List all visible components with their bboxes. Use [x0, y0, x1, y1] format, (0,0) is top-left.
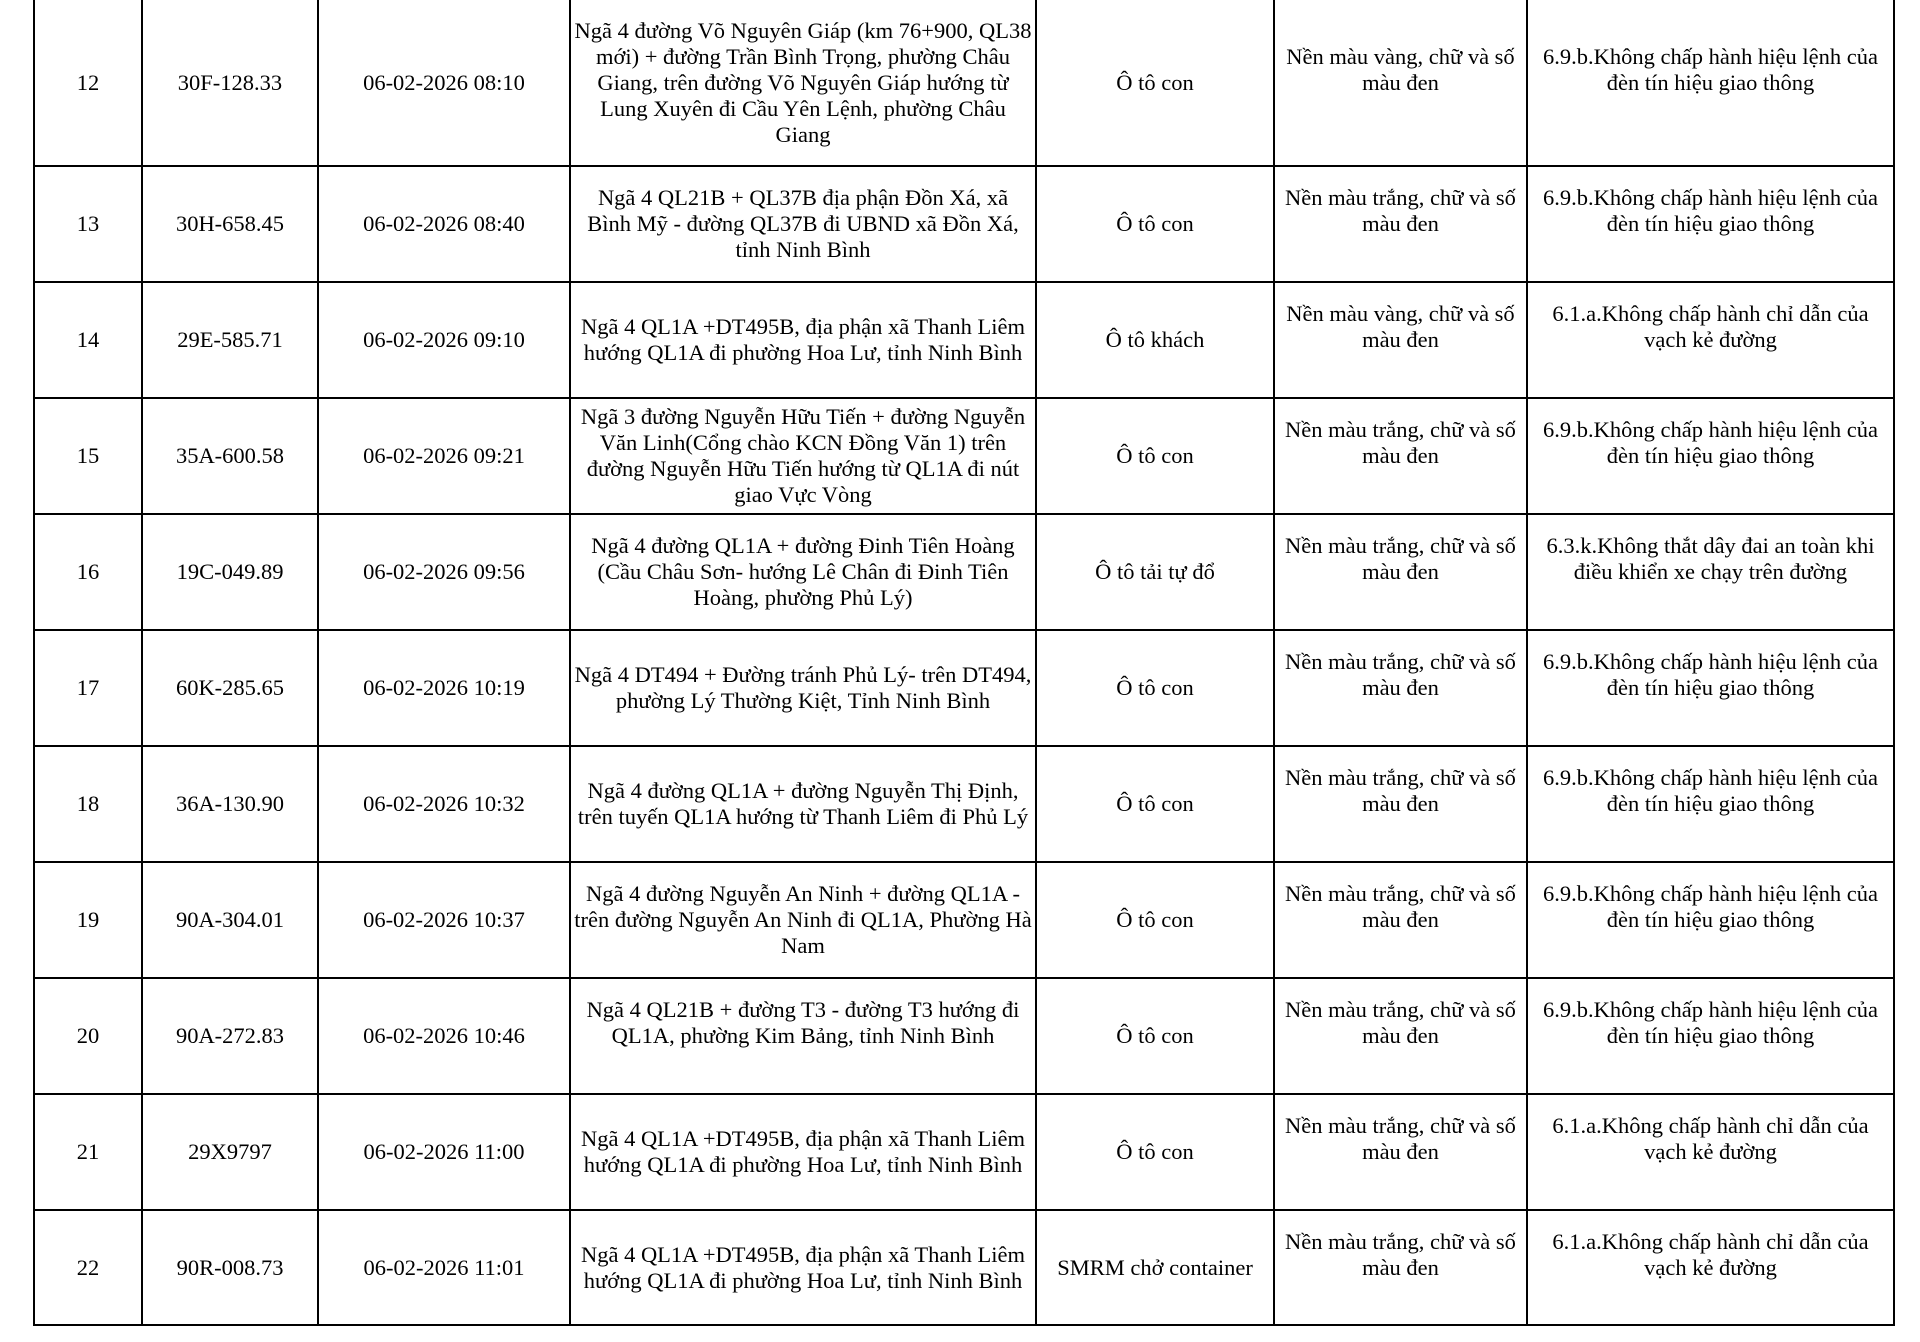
plate-cell: 60K-285.65 — [142, 630, 318, 746]
location-cell: Ngã 4 QL1A +DT495B, địa phận xã Thanh Liêm hướng QL1A đi phường Hoa Lư, tỉnh Ninh Bình — [570, 282, 1036, 398]
vehicle-type-cell: Ô tô con — [1036, 746, 1274, 862]
time-cell: 06-02-2026 10:37 — [318, 862, 570, 978]
violation-cell: 6.1.a.Không chấp hành chỉ dẫn của vạch kẻ đường — [1527, 1094, 1894, 1210]
location-cell: Ngã 4 đường QL1A + đường Nguyễn Thị Định, trên tuyến QL1A hướng từ Thanh Liêm đi Phủ Lý — [570, 746, 1036, 862]
violations-sheet — [33, 0, 1893, 1326]
violation-cell: 6.1.a.Không chấp hành chỉ dẫn của vạch kẻ đường — [1527, 282, 1894, 398]
location-cell: Ngã 4 QL21B + QL37B địa phận Đồn Xá, xã Bình Mỹ - đường QL37B đi UBND xã Đồn Xá, tỉnh Ninh Bình — [570, 166, 1036, 282]
stt-cell: 19 — [34, 862, 142, 978]
vehicle-type-cell: Ô tô con — [1036, 0, 1274, 166]
plate-color-cell: Nền màu trắng, chữ và số màu đen — [1274, 746, 1527, 862]
location-cell: Ngã 4 đường Nguyễn An Ninh + đường QL1A - trên đường Nguyễn An Ninh đi QL1A, Phường Hà Nam — [570, 862, 1036, 978]
violation-cell: 6.9.b.Không chấp hành hiệu lệnh của đèn tín hiệu giao thông — [1527, 0, 1894, 166]
plate-color-cell: Nền màu trắng, chữ và số màu đen — [1274, 398, 1527, 514]
plate-color-cell: Nền màu vàng, chữ và số màu đen — [1274, 0, 1527, 166]
table-row — [34, 1094, 1894, 1210]
violation-cell: 6.1.a.Không chấp hành chỉ dẫn của vạch kẻ đường — [1527, 1210, 1894, 1325]
plate-cell: 90A-304.01 — [142, 862, 318, 978]
time-cell: 06-02-2026 08:40 — [318, 166, 570, 282]
plate-color-cell: Nền màu vàng, chữ và số màu đen — [1274, 282, 1527, 398]
time-cell: 06-02-2026 10:46 — [318, 978, 570, 1094]
location-cell: Ngã 4 QL21B + đường T3 - đường T3 hướng đi QL1A, phường Kim Bảng, tỉnh Ninh Bình — [570, 978, 1036, 1094]
vehicle-type-cell: Ô tô con — [1036, 978, 1274, 1094]
stt-cell: 16 — [34, 514, 142, 630]
table-row — [34, 630, 1894, 746]
plate-color-cell: Nền màu trắng, chữ và số màu đen — [1274, 862, 1527, 978]
table-row — [34, 282, 1894, 398]
vehicle-type-cell: Ô tô tải tự đổ — [1036, 514, 1274, 630]
time-cell: 06-02-2026 09:56 — [318, 514, 570, 630]
stt-cell: 17 — [34, 630, 142, 746]
location-cell: Ngã 4 DT494 + Đường tránh Phủ Lý- trên DT494, phường Lý Thường Kiệt, Tỉnh Ninh Bình — [570, 630, 1036, 746]
plate-cell: 90R-008.73 — [142, 1210, 318, 1325]
plate-color-cell: Nền màu trắng, chữ và số màu đen — [1274, 630, 1527, 746]
location-cell: Ngã 4 QL1A +DT495B, địa phận xã Thanh Liêm hướng QL1A đi phường Hoa Lư, tỉnh Ninh Bình — [570, 1210, 1036, 1325]
table-row — [34, 978, 1894, 1094]
time-cell: 06-02-2026 09:10 — [318, 282, 570, 398]
stt-cell: 13 — [34, 166, 142, 282]
plate-cell: 90A-272.83 — [142, 978, 318, 1094]
stt-cell: 21 — [34, 1094, 142, 1210]
plate-color-cell: Nền màu trắng, chữ và số màu đen — [1274, 514, 1527, 630]
stt-cell: 12 — [34, 0, 142, 166]
location-cell: Ngã 4 QL1A +DT495B, địa phận xã Thanh Liêm hướng QL1A đi phường Hoa Lư, tỉnh Ninh Bình — [570, 1094, 1036, 1210]
violation-cell: 6.9.b.Không chấp hành hiệu lệnh của đèn tín hiệu giao thông — [1527, 978, 1894, 1094]
table-row — [34, 0, 1894, 166]
location-cell: Ngã 4 đường QL1A + đường Đinh Tiên Hoàng (Cầu Châu Sơn- hướng Lê Chân đi Đinh Tiên Hoàng, phường Phủ Lý) — [570, 514, 1036, 630]
plate-cell: 19C-049.89 — [142, 514, 318, 630]
location-cell: Ngã 3 đường Nguyễn Hữu Tiến + đường Nguyễn Văn Linh(Cổng chào KCN Đồng Văn 1) trên đường Nguyễn Hữu Tiến hướng từ QL1A đi nút giao Vực Vòng — [570, 398, 1036, 514]
time-cell: 06-02-2026 11:00 — [318, 1094, 570, 1210]
stt-cell: 14 — [34, 282, 142, 398]
vehicle-type-cell: SMRM chở container — [1036, 1210, 1274, 1325]
plate-color-cell: Nền màu trắng, chữ và số màu đen — [1274, 166, 1527, 282]
time-cell: 06-02-2026 10:32 — [318, 746, 570, 862]
violation-cell: 6.3.k.Không thắt dây đai an toàn khi điều khiển xe chạy trên đường — [1527, 514, 1894, 630]
violation-cell: 6.9.b.Không chấp hành hiệu lệnh của đèn tín hiệu giao thông — [1527, 630, 1894, 746]
time-cell: 06-02-2026 11:01 — [318, 1210, 570, 1325]
plate-cell: 30H-658.45 — [142, 166, 318, 282]
table-row — [34, 398, 1894, 514]
time-cell: 06-02-2026 09:21 — [318, 398, 570, 514]
violation-cell: 6.9.b.Không chấp hành hiệu lệnh của đèn tín hiệu giao thông — [1527, 746, 1894, 862]
time-cell: 06-02-2026 10:19 — [318, 630, 570, 746]
table-row — [34, 166, 1894, 282]
violation-cell: 6.9.b.Không chấp hành hiệu lệnh của đèn tín hiệu giao thông — [1527, 398, 1894, 514]
vehicle-type-cell: Ô tô con — [1036, 166, 1274, 282]
stt-cell: 22 — [34, 1210, 142, 1325]
violation-cell: 6.9.b.Không chấp hành hiệu lệnh của đèn tín hiệu giao thông — [1527, 862, 1894, 978]
plate-color-cell: Nền màu trắng, chữ và số màu đen — [1274, 978, 1527, 1094]
stt-cell: 15 — [34, 398, 142, 514]
table-row — [34, 746, 1894, 862]
location-cell: Ngã 4 đường Võ Nguyên Giáp (km 76+900, QL38 mới) + đường Trần Bình Trọng, phường Châu Giang, trên đường Võ Nguyên Giáp hướng từ Lung Xuyên đi Cầu Yên Lệnh, phường Châu Giang — [570, 0, 1036, 166]
plate-cell: 36A-130.90 — [142, 746, 318, 862]
plate-cell: 30F-128.33 — [142, 0, 318, 166]
table-row — [34, 514, 1894, 630]
vehicle-type-cell: Ô tô con — [1036, 398, 1274, 514]
stt-cell: 20 — [34, 978, 142, 1094]
plate-cell: 29E-585.71 — [142, 282, 318, 398]
table-row — [34, 862, 1894, 978]
vehicle-type-cell: Ô tô con — [1036, 630, 1274, 746]
violation-cell: 6.9.b.Không chấp hành hiệu lệnh của đèn tín hiệu giao thông — [1527, 166, 1894, 282]
vehicle-type-cell: Ô tô khách — [1036, 282, 1274, 398]
table-row — [34, 1210, 1894, 1325]
plate-color-cell: Nền màu trắng, chữ và số màu đen — [1274, 1094, 1527, 1210]
plate-cell: 35A-600.58 — [142, 398, 318, 514]
plate-color-cell: Nền màu trắng, chữ và số màu đen — [1274, 1210, 1527, 1325]
violations-table — [33, 0, 1895, 1326]
plate-cell: 29X9797 — [142, 1094, 318, 1210]
vehicle-type-cell: Ô tô con — [1036, 862, 1274, 978]
time-cell: 06-02-2026 08:10 — [318, 0, 570, 166]
stt-cell: 18 — [34, 746, 142, 862]
vehicle-type-cell: Ô tô con — [1036, 1094, 1274, 1210]
